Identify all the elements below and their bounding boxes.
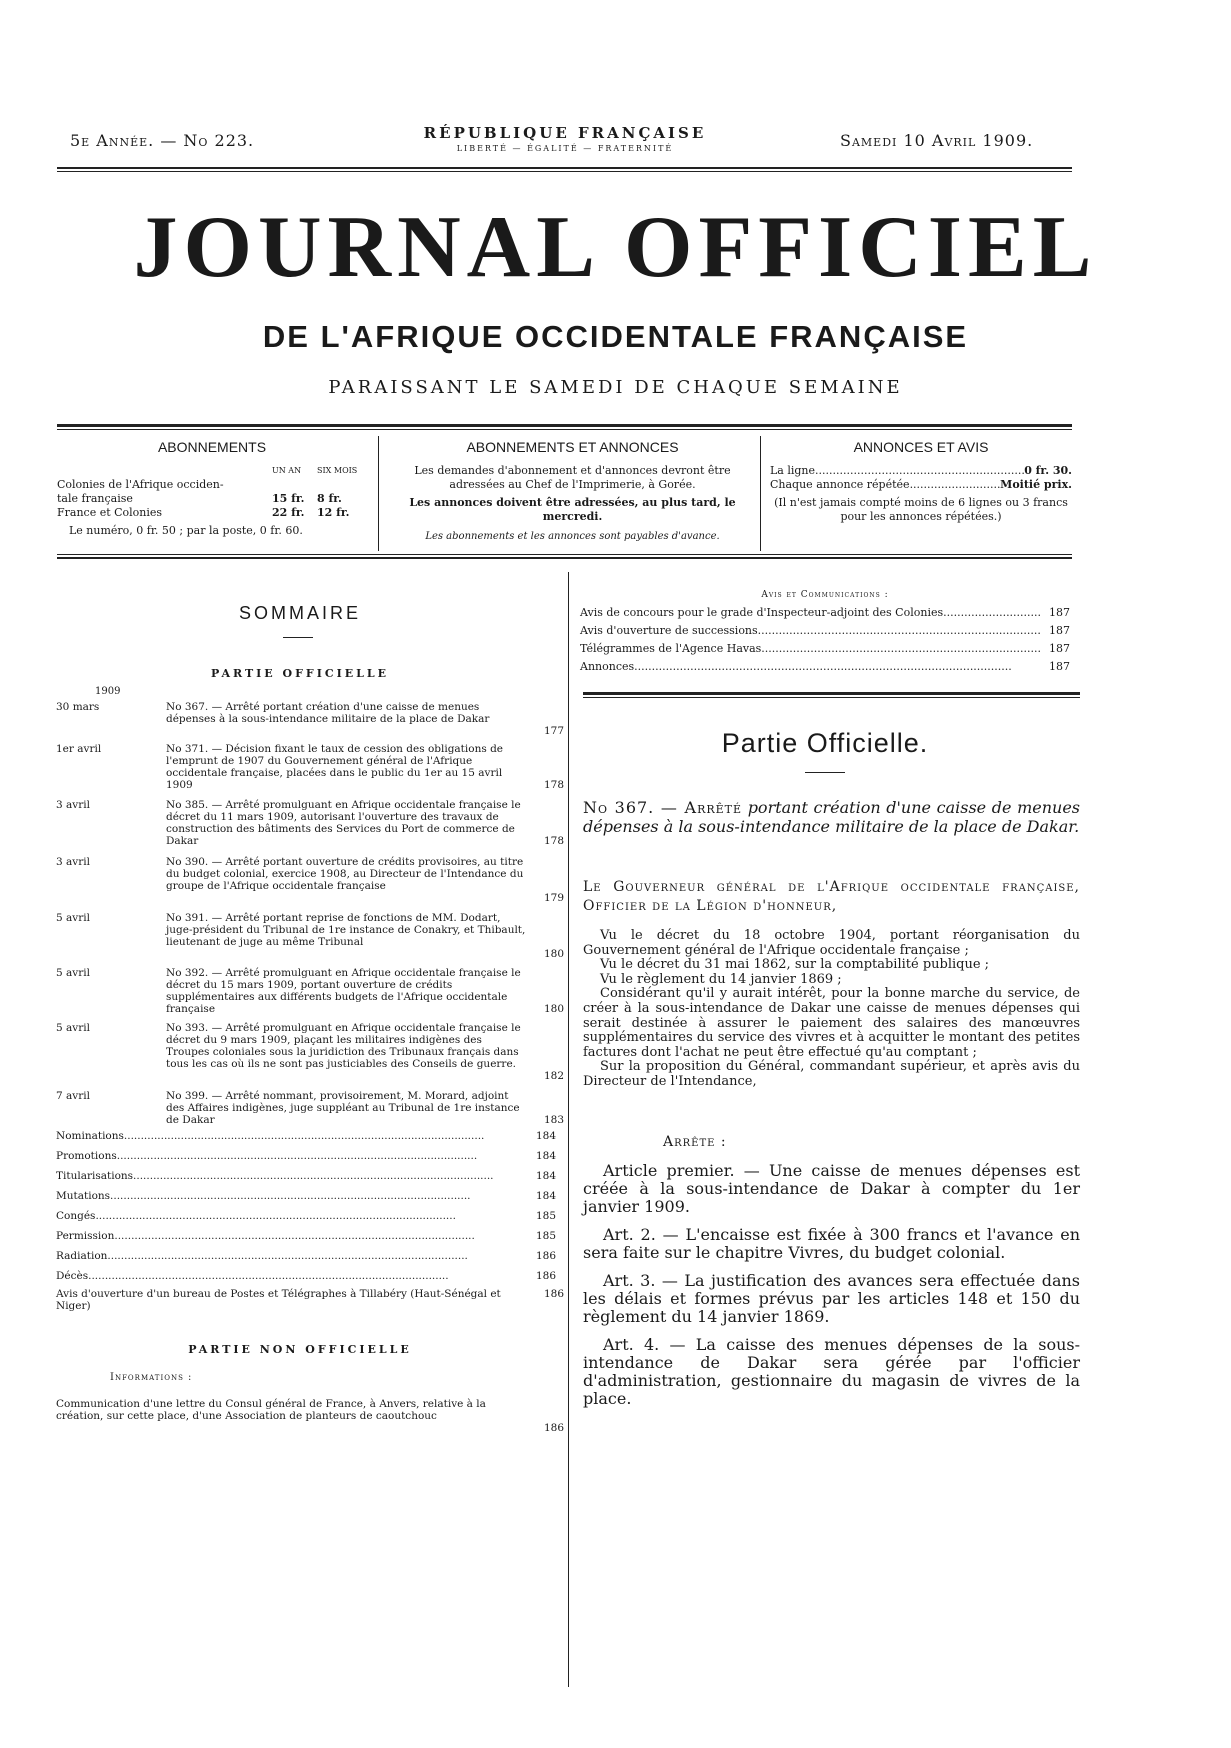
sommaire-simple-entry	[56, 1130, 556, 1142]
sommaire-entry	[56, 967, 564, 1015]
entry-date: 3 avril	[56, 856, 90, 868]
article: Article premier. — Une caisse de menues dépenses est créée à la sous-intendance de Dakar à compter du 1er janvier 1909.	[583, 1161, 1080, 1216]
address-notice: Les demandes d'abonnement et d'annonces devront être adressées au Chef de l'Imprimerie, à Gorée.	[414, 464, 731, 491]
entry-date: 30 mars	[56, 701, 100, 713]
sommaire-underline	[283, 637, 313, 638]
avis-page: 187	[1049, 606, 1070, 619]
issue-date: Samedi 10 Avril 1909.	[840, 131, 1034, 150]
entry-page: 184	[535, 1170, 556, 1182]
sommaire-simple-entry	[56, 1270, 556, 1282]
avis-page: 187	[1049, 642, 1070, 655]
entry-page: 186	[543, 1288, 564, 1300]
informations-label: Informations :	[110, 1372, 193, 1383]
payment-notice: Les abonnements et les annonces sont payables d'avance.	[425, 531, 720, 542]
entry-date: 5 avril	[56, 912, 90, 924]
entry-label: Titularisations	[56, 1170, 134, 1182]
ad-repeat-value: Moitié prix.	[1000, 478, 1072, 491]
ad-rate-row	[770, 464, 1072, 478]
avis-comm-row	[580, 606, 1070, 619]
entry-date: 5 avril	[56, 967, 90, 979]
entry-page: 184	[535, 1130, 556, 1142]
entry-label: Congés	[56, 1210, 96, 1222]
entry-page: 184	[535, 1150, 556, 1162]
entry-page: 178	[543, 835, 564, 847]
entry-text: No 391. — Arrêté portant reprise de fonctions de MM. Dodart, juge-président du Tribunal de 1re instance de Conakry, et Thibault, lieutenant de juge au même Tribunal	[166, 912, 526, 948]
partie-officielle-heading: Partie Officielle.	[721, 728, 929, 758]
entry-text: No 385. — Arrêté promulguant en Afrique occidentale française le décret du 11 mars 1909, autorisant l'ouverture des travaux de construction des bâtiments des Services du Port de commerce de Dakar	[166, 799, 521, 847]
box-divider	[760, 436, 761, 551]
entry-label: Nominations	[56, 1130, 124, 1142]
heading-underline	[805, 772, 845, 773]
entry-page: 185	[535, 1210, 556, 1222]
entry-text: No 392. — Arrêté promulguant en Afrique occidentale française le décret du 15 mars 1909, portant ouverture de crédits supplémentaires aux différents budgets de l'Afrique occidentale française	[166, 967, 521, 1015]
annonces-avis-column	[770, 440, 1072, 524]
preamble-line: Sur la proposition du Général, commandant supérieur, et après avis du Directeur de l'Intendance,	[583, 1059, 1080, 1089]
rate-value: 15 fr.	[272, 492, 305, 505]
entry-label: Permission	[56, 1230, 115, 1242]
journal-subtitle: DE L'AFRIQUE OCCIDENTALE FRANÇAISE	[262, 319, 969, 354]
box-bottom-rule	[57, 554, 1072, 555]
avis-label: Avis d'ouverture de successions	[580, 624, 758, 637]
rate-value: 12 fr.	[317, 506, 350, 519]
sommaire-partie-officielle: PARTIE OFFICIELLE	[211, 667, 389, 680]
sommaire-entry	[56, 912, 564, 960]
entry-label: Décès	[56, 1270, 89, 1282]
sommaire-entry-communication	[56, 1398, 564, 1438]
entry-date: 5 avril	[56, 1022, 90, 1034]
ad-repeat-row	[770, 478, 1072, 492]
entry-text: No 371. — Décision fixant le taux de cession des obligations de l'emprunt de 1907 du Gouvernement général de l'Afrique occidentale française, placées dans le public du 1er au 15 avril 1909	[166, 743, 504, 791]
entry-page: 185	[535, 1230, 556, 1242]
sommaire-year: 1909	[95, 686, 121, 697]
avis-page: 187	[1049, 660, 1070, 673]
numero-price: Le numéro, 0 fr. 50 ; par la poste, 0 fr. 60.	[69, 524, 303, 537]
sommaire-entry	[56, 1022, 564, 1082]
preamble	[583, 929, 1080, 1090]
ad-rate-label: La ligne	[770, 464, 816, 477]
entry-date: 7 avril	[56, 1090, 90, 1102]
sommaire-entry	[56, 743, 564, 791]
abonnements-column	[57, 440, 367, 538]
journal-tagline: PARAISSANT LE SAMEDI DE CHAQUE SEMAINE	[328, 377, 903, 398]
avis-label: Télégrammes de l'Agence Havas	[580, 642, 762, 655]
issue-number: 5e Année. — No 223.	[70, 131, 255, 150]
entry-label: Mutations	[56, 1190, 111, 1202]
sommaire-simple-entry	[56, 1250, 556, 1262]
arrete-label: Arrête :	[663, 1134, 727, 1150]
entry-page: 178	[543, 779, 564, 791]
republic-label: RÉPUBLIQUE FRANÇAISE	[423, 124, 707, 142]
sommaire-partie-non-officielle: PARTIE NON OFFICIELLE	[188, 1343, 412, 1356]
republic-header	[400, 124, 730, 153]
deadline-notice: Les annonces doivent être adressées, au plus tard, le mercredi.	[409, 496, 736, 523]
avis-comm-row	[580, 660, 1070, 673]
journal-title: JOURNAL OFFICIEL	[133, 199, 1098, 296]
sommaire-simple-entry	[56, 1150, 556, 1162]
entry-page: 180	[543, 948, 564, 960]
entry-text: No 390. — Arrêté portant ouverture de crédits provisoires, au titre du budget colonial, exercice 1908, au Directeur de l'Intendance du groupe de l'Afrique occidentale française	[166, 856, 524, 892]
entry-page: 179	[543, 892, 564, 904]
rate-label-colonies-2: tale française	[57, 492, 133, 505]
sommaire-entry	[56, 701, 564, 737]
entry-page: 184	[535, 1190, 556, 1202]
header-rule	[57, 167, 1072, 169]
preamble-line: Vu le décret du 31 mai 1862, sur la comptabilité publique ;	[600, 957, 990, 973]
sommaire-simple-entry	[56, 1230, 556, 1242]
governor-title: Le Gouverneur général de l'Afrique occidentale française, Officier de la Légion d'honneur,	[583, 879, 1080, 914]
ad-minimum-note: (Il n'est jamais compté moins de 6 lignes ou 3 francs pour les annonces répétées.)	[774, 496, 1068, 523]
article: Art. 2. — L'encaisse est fixée à 300 francs et l'avance en sera faite sur le chapitre Vivres, du budget colonial.	[583, 1225, 1080, 1262]
avis-comm-row	[580, 642, 1070, 655]
avis-label: Avis de concours pour le grade d'Inspecteur-adjoint des Colonies	[580, 606, 944, 619]
sommaire-entry-avis-bureau	[56, 1288, 564, 1314]
ad-repeat-label: Chaque annonce répétée	[770, 478, 910, 491]
ad-rate-value: 0 fr. 30.	[1024, 464, 1072, 477]
entry-page: 186	[535, 1250, 556, 1262]
preamble-line: Vu le règlement du 14 janvier 1869 ;	[600, 971, 842, 987]
preamble-line: Vu le décret du 18 octobre 1904, portant réorganisation du Gouvernement général de l'Afrique occidentale française ;	[583, 928, 1080, 958]
avis-rule-thin	[583, 697, 1080, 698]
avis-label: Annonces	[580, 660, 635, 673]
entry-label: Promotions	[56, 1150, 117, 1162]
entry-page: 177	[543, 725, 564, 737]
entry-page: 182	[543, 1070, 564, 1082]
entry-text: Avis d'ouverture d'un bureau de Postes et Télégraphes à Tillabéry (Haut-Sénégal et Niger)	[56, 1288, 501, 1312]
rate-header-six-months: SIX MOIS	[317, 466, 358, 475]
entry-page: 186	[535, 1270, 556, 1282]
rate-label-colonies: Colonies de l'Afrique occiden-	[57, 478, 224, 491]
abonnements-heading: ABONNEMENTS	[157, 439, 267, 455]
abonnements-annonces-column	[390, 440, 755, 544]
annonces-avis-heading: ANNONCES ET AVIS	[853, 439, 989, 455]
arrete-number: No 367. — Arrêté	[583, 798, 743, 817]
sommaire-entry	[56, 1090, 564, 1126]
entry-text: Communication d'une lettre du Consul général de France, à Anvers, relative à la création, sur cette place, d'une Association de planteurs de caoutchouc	[56, 1398, 486, 1422]
arrete-title	[583, 798, 1080, 836]
entry-label: Radiation	[56, 1250, 108, 1262]
avis-page: 187	[1049, 624, 1070, 637]
entry-text: No 367. — Arrêté portant création d'une caisse de menues dépenses à la sous-intendance militaire de la place de Dakar	[166, 701, 490, 725]
entry-date: 3 avril	[56, 799, 90, 811]
entry-date: 1er avril	[56, 743, 102, 755]
box-divider	[378, 436, 379, 551]
rate-row-colonies	[57, 478, 367, 506]
rate-value: 8 fr.	[317, 492, 342, 505]
box-bottom-rule-thick	[57, 557, 1072, 559]
rate-label-france: France et Colonies	[57, 506, 163, 519]
sommaire-title: SOMMAIRE	[238, 603, 361, 623]
entry-page: 180	[543, 1003, 564, 1015]
avis-comm-row	[580, 624, 1070, 637]
rate-value: 22 fr.	[272, 506, 305, 519]
rate-headers	[57, 464, 367, 478]
box-top-rule	[57, 424, 1072, 427]
abonnements-annonces-heading: ABONNEMENTS ET ANNONCES	[466, 439, 679, 455]
arrete-subject: portant création d'une caisse de menues dépenses à la sous-intendance militaire de la place de Dakar.	[583, 798, 1081, 836]
article: Art. 3. — La justification des avances sera effectuée dans les délais et formes prévus par les articles 148 et 150 du règlement du 14 janvier 1869.	[583, 1271, 1080, 1326]
entry-page: 186	[543, 1422, 564, 1434]
article: Art. 4. — La caisse des menues dépenses de la sous-intendance de Dakar sera gérée par l'officier d'administration, gestionnaire du magasin de vivres de la place.	[583, 1335, 1080, 1408]
articles	[583, 1162, 1080, 1408]
sommaire-entry	[56, 799, 564, 847]
sommaire-entry	[56, 856, 564, 904]
header-rule-thin	[57, 171, 1072, 172]
entry-text: No 393. — Arrêté promulguant en Afrique occidentale française le décret du 9 mars 1909, plaçant les militaires indigènes des Troupes coloniales sous la juridiction des Tribunaux français dans tous les cas où ils ne sont pas justiciables des Conseils de guerre.	[166, 1022, 521, 1070]
rate-header-year: UN AN	[272, 466, 302, 475]
sommaire-simple-entry	[56, 1210, 556, 1222]
entry-text: No 399. — Arrêté nommant, provisoirement, M. Morard, adjoint des Affaires indigènes, juge suppléant au Tribunal de 1re instance de Dakar	[166, 1090, 520, 1126]
avis-rule	[583, 692, 1080, 695]
rate-row-france	[57, 506, 367, 520]
sommaire-simple-entry	[56, 1190, 556, 1202]
box-top-rule-thin	[57, 429, 1072, 430]
column-divider	[568, 572, 569, 1687]
entry-page: 183	[543, 1114, 564, 1126]
motto: LIBERTÉ — ÉGALITÉ — FRATERNITÉ	[456, 144, 674, 153]
preamble-line: Considérant qu'il y aurait intérêt, pour la bonne marche du service, de créer à la sous-intendance de Dakar une caisse de menues dépenses qui serait destinée à assurer le paiement des salaires des manœuvres supplémentaires du service des vivres et à acquitter le montant des petites factures dont l'achat ne peut être effectué qu'au comptant ;	[583, 986, 1080, 1060]
avis-comm-heading: Avis et Communications :	[761, 590, 889, 600]
sommaire-simple-entry	[56, 1170, 556, 1182]
